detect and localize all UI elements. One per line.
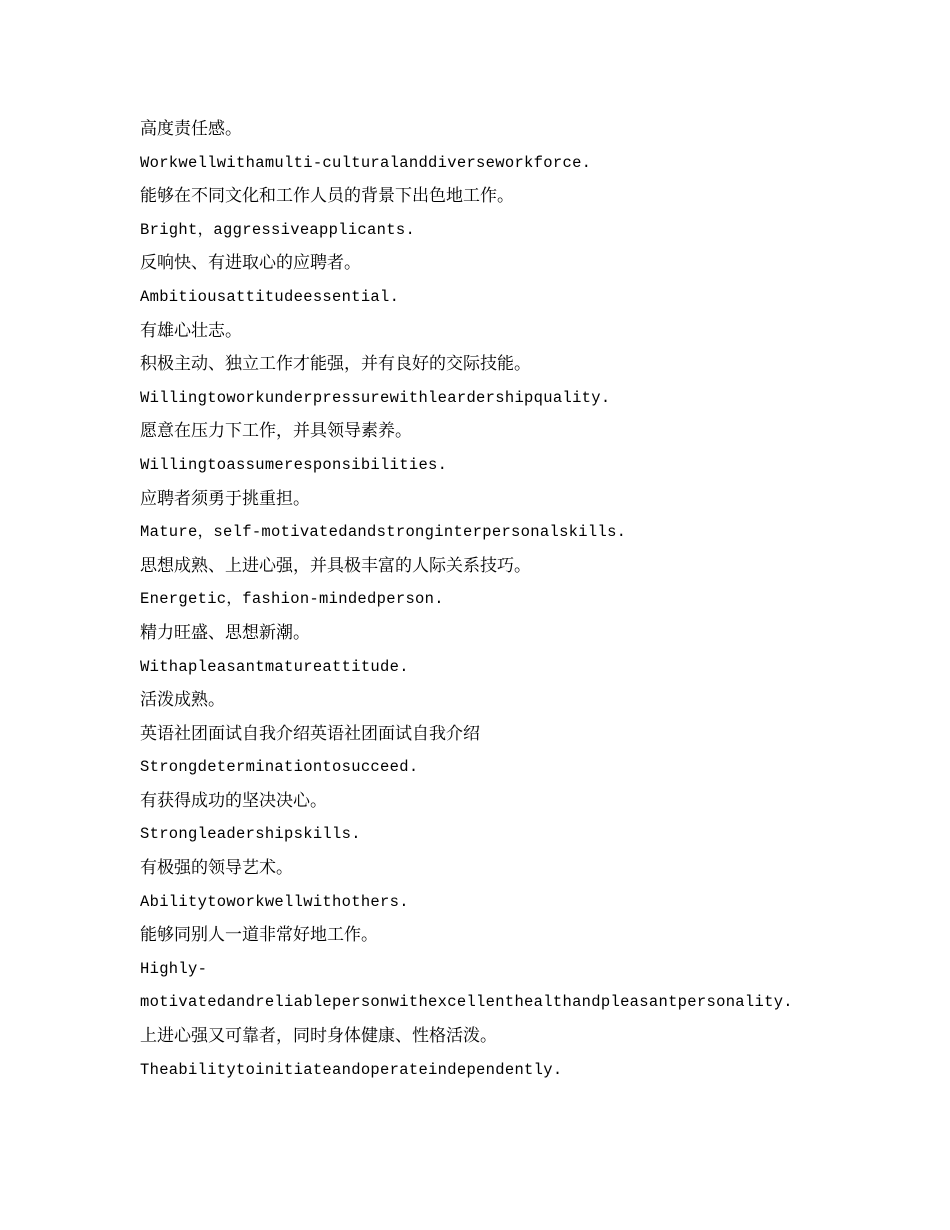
text-line: 愿意在压力下工作，并具领导素养。 [140, 421, 412, 442]
text-line: Bright，aggressiveapplicants. [140, 220, 416, 239]
text-line: 高度责任感。 [140, 119, 242, 139]
text-line: 应聘者须勇于挑重担。 [140, 488, 310, 509]
document-body [140, 113, 930, 1087]
text-line: 有极强的领导艺术。 [140, 858, 293, 879]
text-line: 积极主动、独立工作才能强，并有良好的交际技能。 [140, 354, 531, 375]
text-line: 有获得成功的坚决决心。 [140, 790, 327, 811]
text-line: 精力旺盛、思想新潮。 [140, 622, 310, 643]
text-line: Withapleasantmatureattitude. [140, 657, 409, 676]
text-line: Strongleadershipskills. [140, 825, 361, 844]
text-line: motivatedandreliablepersonwithexcellenthealthandpleasantpersonality. [140, 993, 793, 1012]
text-line: 思想成熟、上进心强，并具极丰富的人际关系技巧。 [140, 555, 531, 576]
text-line: 能够同别人一道非常好地工作。 [140, 925, 378, 946]
text-line: Mature，self-motivatedandstronginterpersonalskills. [140, 523, 627, 542]
text-line: 英语社团面试自我介绍英语社团面试自我介绍 [140, 723, 480, 744]
text-line: 活泼成熟。 [140, 690, 225, 711]
text-line: Abilitytoworkwellwithothers. [140, 892, 409, 911]
text-line: 有雄心壮志。 [140, 320, 242, 341]
text-line: Willingtoworkunderpressurewithleardershipquality. [140, 388, 611, 407]
text-line: 能够在不同文化和工作人员的背景下出色地工作。 [140, 186, 514, 207]
text-line: 反响快、有进取心的应聘者。 [140, 253, 361, 274]
text-line: Energetic，fashion-mindedperson. [140, 590, 444, 609]
text-line: Theabilitytoinitiateandoperateindependently. [140, 1060, 563, 1079]
text-line: Highly- [140, 959, 208, 978]
text-line: Ambitiousattitudeessential. [140, 287, 400, 306]
text-line: Strongdeterminationtosucceed. [140, 758, 419, 777]
text-line: Willingtoassumeresponsibilities. [140, 455, 448, 474]
text-line: Workwellwithamulti-culturalanddiverseworkforce. [140, 153, 592, 172]
text-line: 上进心强又可靠者，同时身体健康、性格活泼。 [140, 1026, 497, 1047]
